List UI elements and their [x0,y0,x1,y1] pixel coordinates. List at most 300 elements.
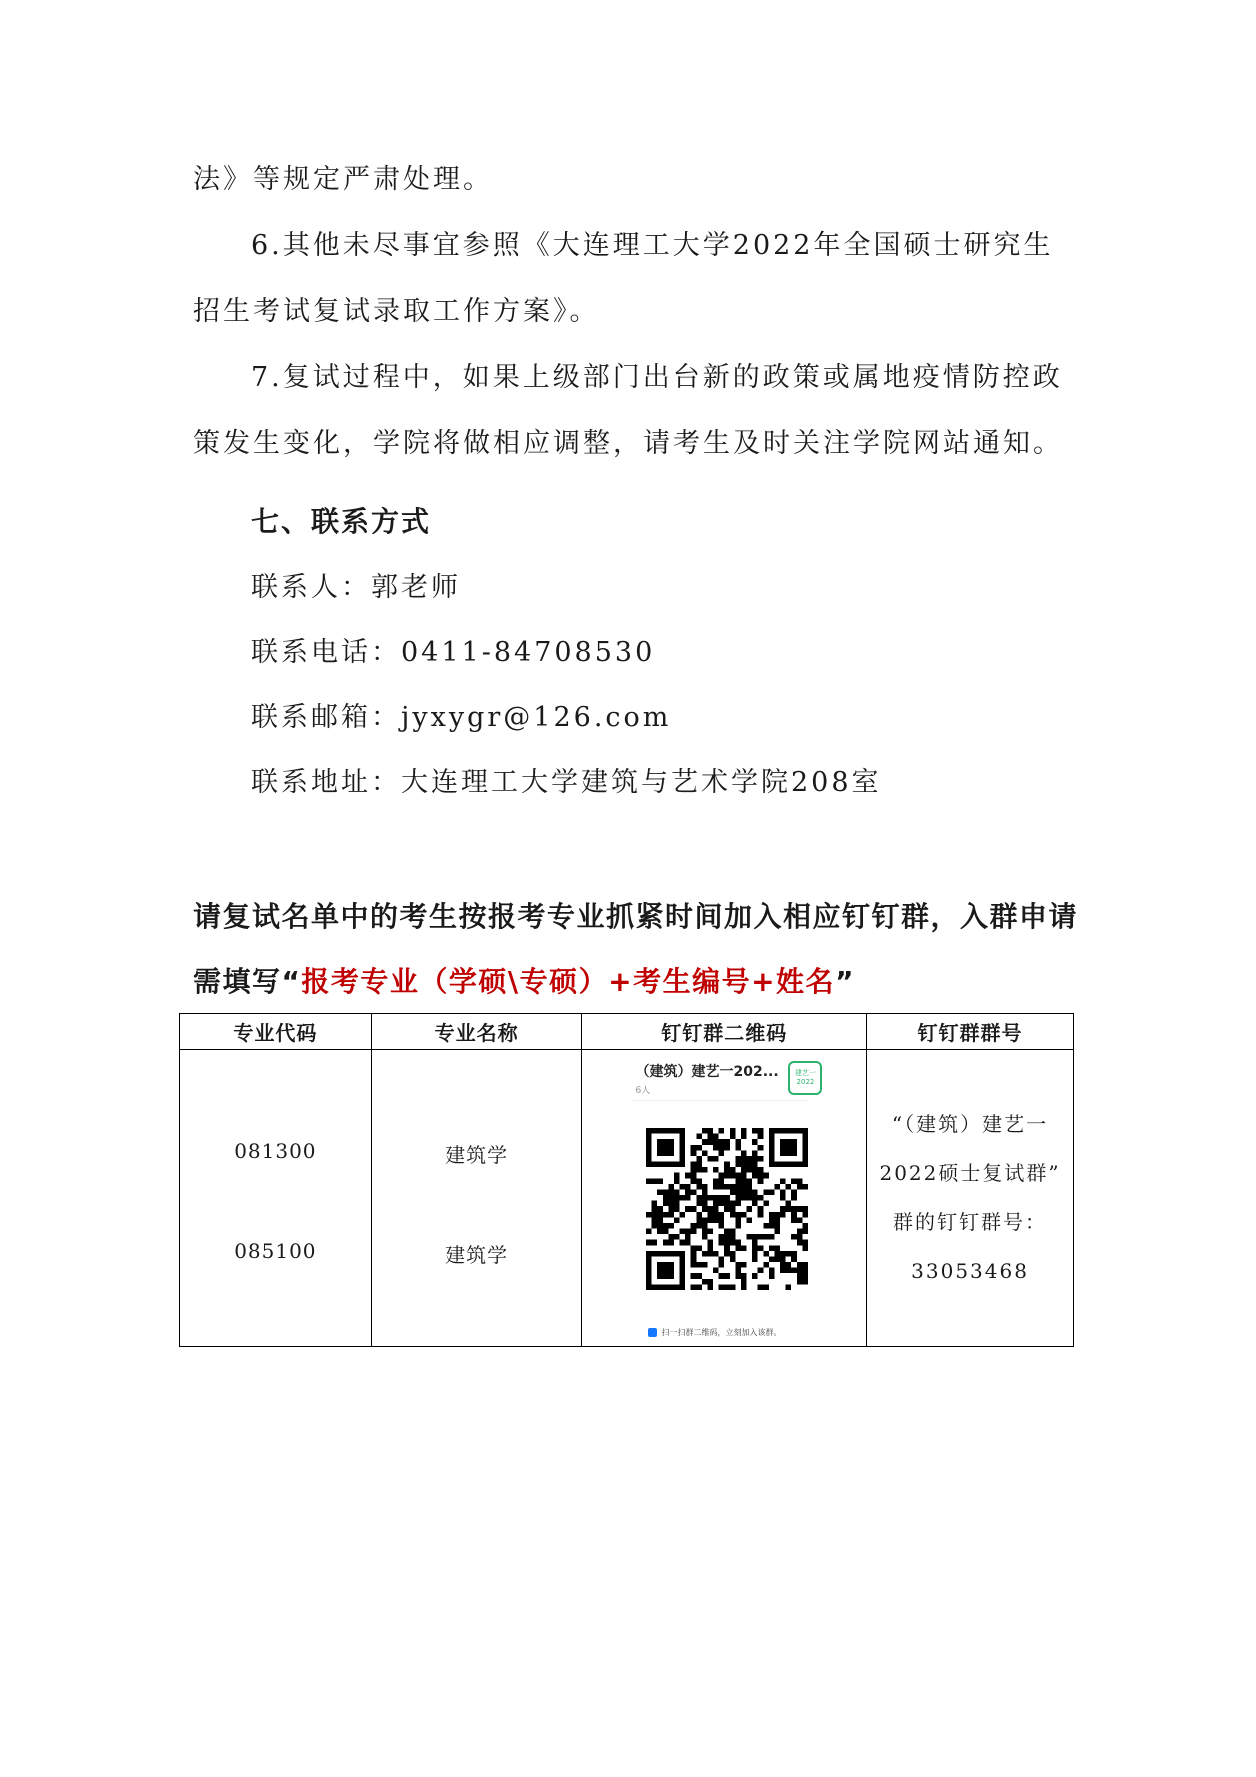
qr-module [736,1240,742,1246]
qr-module [669,1150,675,1156]
qr-module [702,1279,708,1285]
qr-module [803,1229,809,1235]
qr-module [674,1195,680,1201]
notice-prefix: 需填写“ [193,965,302,998]
qr-module [803,1273,809,1279]
qr-module [725,1240,731,1246]
qr-module [674,1217,680,1223]
qr-module [680,1268,686,1274]
qr-module [725,1245,731,1251]
qr-module [646,1162,652,1168]
qr-module [646,1262,652,1268]
qr-module [803,1139,809,1145]
qr-module [714,1212,720,1218]
qr-module [758,1268,764,1274]
qr-module [769,1189,775,1195]
qr-module [736,1195,742,1201]
qr-module [691,1150,697,1156]
qr-module [758,1173,764,1179]
qr-module [741,1150,747,1156]
qr-module [686,1184,692,1190]
qr-module [663,1195,669,1201]
qr-module [646,1251,652,1257]
qr-module [702,1206,708,1212]
qr-module [781,1262,787,1268]
qr-module [792,1217,798,1223]
qr-module [730,1284,736,1290]
qr-module [803,1245,809,1251]
header-major-name: 专业名称 [371,1014,582,1050]
qr-module [663,1273,669,1279]
qr-module [786,1268,792,1274]
qr-module [669,1262,675,1268]
contact-email: 联系邮箱：jyxygr@126.com [251,702,672,733]
qr-module [669,1273,675,1279]
qr-module [753,1234,759,1240]
qr-module [786,1251,792,1257]
group-number-cell [867,1050,1074,1347]
qr-module [769,1156,775,1162]
qr-module [702,1128,708,1134]
table-row [180,1050,1074,1347]
qr-module [708,1206,714,1212]
qr-module [708,1139,714,1145]
qr-module [741,1245,747,1251]
qr-module [725,1251,731,1257]
qr-module [792,1234,798,1240]
qr-module [764,1284,770,1290]
header-major-code: 专业代码 [180,1014,372,1050]
qr-module [658,1268,664,1274]
qr-module [747,1162,753,1168]
qr-module [758,1195,764,1201]
qr-module [803,1212,809,1218]
qr-module [663,1139,669,1145]
qr-module [758,1245,764,1251]
qr-module [741,1279,747,1285]
qr-code-icon[interactable] [646,1128,808,1290]
qr-module [702,1229,708,1235]
qr-module [769,1162,775,1168]
qr-module [646,1150,652,1156]
qr-module [663,1128,669,1134]
qr-module [741,1167,747,1173]
qr-module [741,1178,747,1184]
paragraph-7: 7.复试过程中，如果上级部门出台新的政策或属地疫情防控政策发生变化，学院将做相应调整，请考生及时关注学院网站通知。 [193,362,1063,459]
qr-module [652,1178,658,1184]
qr-module [792,1150,798,1156]
qr-module [680,1139,686,1145]
qr-module [719,1139,725,1145]
qr-module [697,1223,703,1229]
qr-module [686,1195,692,1201]
qr-module [708,1229,714,1235]
qr-module [697,1201,703,1207]
qr-module [663,1145,669,1151]
qr-module [803,1262,809,1268]
qr-module [652,1217,658,1223]
qr-module [725,1229,731,1235]
qr-module [730,1212,736,1218]
qr-module [702,1201,708,1207]
qr-module [663,1201,669,1207]
qr-module [669,1223,675,1229]
qr-module [736,1223,742,1229]
qr-module [658,1128,664,1134]
qr-module [719,1212,725,1218]
qr-module [691,1206,697,1212]
qr-module [725,1195,731,1201]
qr-module [786,1145,792,1151]
qr-module [646,1268,652,1274]
qr-module [747,1178,753,1184]
major-code-1: 081300 [234,1139,317,1163]
qr-module [741,1134,747,1140]
qr-module [719,1145,725,1151]
qr-module [736,1162,742,1168]
qr-module [680,1240,686,1246]
qr-module [658,1150,664,1156]
qr-module [658,1229,664,1235]
qr-module [708,1284,714,1290]
qr-module [758,1212,764,1218]
qr-module [691,1284,697,1290]
qr-module [736,1184,742,1190]
contact-person: 联系人：郭老师 [251,572,461,603]
qr-module [652,1240,658,1246]
qr-module [646,1229,652,1235]
qr-module [797,1184,803,1190]
qr-module [753,1256,759,1262]
qr-module [769,1134,775,1140]
qr-module [781,1128,787,1134]
qr-module [719,1195,725,1201]
qr-module [719,1284,725,1290]
qr-module [658,1262,664,1268]
qr-module [714,1184,720,1190]
qr-module [686,1206,692,1212]
qr-module [674,1162,680,1168]
qr-module [663,1284,669,1290]
notice-required-format: 报考专业（学硕\专硕）+考生编号+姓名 [301,965,836,998]
notice-suffix: ” [835,965,855,998]
qr-module [669,1189,675,1195]
qr-module [697,1184,703,1190]
qr-module [736,1212,742,1218]
qr-module [730,1184,736,1190]
qr-module [646,1240,652,1246]
qr-module [658,1223,664,1229]
qr-module [736,1268,742,1274]
qr-module [781,1195,787,1201]
qr-module [803,1145,809,1151]
qr-module [736,1145,742,1151]
qr-module [708,1217,714,1223]
qr-module [697,1212,703,1218]
qr-module [786,1262,792,1268]
qr-module [730,1167,736,1173]
qr-module [719,1178,725,1184]
qr-module [691,1145,697,1151]
header-qr-code: 钉钉群二维码 [582,1014,867,1050]
qr-module [680,1184,686,1190]
group-avatar-text-2: 2022 [796,1078,815,1086]
qr-module [797,1217,803,1223]
qr-module [764,1223,770,1229]
qr-module [797,1240,803,1246]
qr-module [792,1251,798,1257]
qr-module [691,1251,697,1257]
qr-module [764,1201,770,1207]
qr-module [753,1139,759,1145]
qr-module [686,1240,692,1246]
table-header-row [180,1014,1074,1050]
qr-module [797,1128,803,1134]
qr-module [669,1240,675,1246]
qr-module [691,1245,697,1251]
qr-module [658,1178,664,1184]
qr-module [792,1178,798,1184]
qr-module [736,1262,742,1268]
major-code-cell [180,1050,372,1347]
qr-module [658,1273,664,1279]
qr-footer [648,1327,781,1338]
qr-module [691,1273,697,1279]
qr-module [725,1284,731,1290]
qr-module [792,1206,798,1212]
qr-module [786,1284,792,1290]
qr-module [803,1128,809,1134]
qr-module [680,1134,686,1140]
qr-module [669,1128,675,1134]
qr-member-count: 6人 [635,1086,651,1096]
qr-module [769,1256,775,1262]
qr-module [764,1173,770,1179]
qr-module [646,1139,652,1145]
qr-module [758,1178,764,1184]
qr-module [803,1240,809,1246]
qr-module [764,1234,770,1240]
qr-module [663,1229,669,1235]
qr-module [781,1162,787,1168]
qr-module [646,1128,652,1134]
qr-module [658,1217,664,1223]
qr-module [646,1273,652,1279]
qr-module [663,1223,669,1229]
qr-module [747,1156,753,1162]
qr-module [658,1139,664,1145]
qr-module [708,1134,714,1140]
qr-module [775,1229,781,1235]
qr-module [730,1206,736,1212]
qr-module [719,1234,725,1240]
qr-module [686,1173,692,1179]
qr-module [708,1128,714,1134]
qr-module [702,1234,708,1240]
qr-module [797,1178,803,1184]
contact-phone: 联系电话：0411-84708530 [251,637,656,668]
qr-module [702,1184,708,1190]
qr-module [719,1262,725,1268]
qr-module [803,1279,809,1285]
qr-module [702,1223,708,1229]
qr-module [669,1201,675,1207]
qr-module [797,1229,803,1235]
qr-module [719,1256,725,1262]
qr-module [669,1284,675,1290]
qr-module [797,1234,803,1240]
qr-module [669,1206,675,1212]
qr-module [697,1145,703,1151]
qr-module [753,1173,759,1179]
qr-module [741,1162,747,1168]
qr-module [781,1139,787,1145]
qr-module [769,1128,775,1134]
qr-module [669,1234,675,1240]
qr-module [686,1234,692,1240]
qr-module [691,1223,697,1229]
qr-module [775,1184,781,1190]
qr-module [781,1251,787,1257]
qr-module [708,1240,714,1246]
qr-module [741,1173,747,1179]
contact-address: 联系地址：大连理工大学建筑与艺术学院208室 [251,767,882,798]
qr-module [758,1284,764,1290]
qr-module [792,1268,798,1274]
qr-module [702,1189,708,1195]
qr-module [697,1156,703,1162]
qr-module [769,1139,775,1145]
qr-module [708,1212,714,1218]
qr-module [652,1212,658,1218]
qr-module [697,1195,703,1201]
qr-module [747,1234,753,1240]
qr-module [663,1162,669,1168]
qr-module [786,1201,792,1207]
qr-group-title: （建筑）建艺一202... [635,1064,779,1080]
qr-module [792,1195,798,1201]
qr-module [646,1178,652,1184]
qr-module [753,1156,759,1162]
qr-module [669,1268,675,1274]
qr-module [753,1128,759,1134]
qr-module [646,1145,652,1151]
qr-module [719,1223,725,1229]
qr-module [646,1134,652,1140]
qr-module [792,1189,798,1195]
dingtalk-qr-card [583,1051,865,1345]
qr-module [741,1189,747,1195]
qr-module [663,1212,669,1218]
qr-module [674,1128,680,1134]
qr-module [663,1251,669,1257]
scan-icon [648,1328,657,1337]
qr-module [786,1184,792,1190]
qr-module [702,1139,708,1145]
qr-module [792,1139,798,1145]
qr-module [725,1234,731,1240]
qr-module [803,1268,809,1274]
qr-module [680,1284,686,1290]
qr-module [775,1256,781,1262]
qr-module [691,1173,697,1179]
qr-module [680,1262,686,1268]
qr-module [781,1189,787,1195]
notice-line-1: 请复试名单中的考生按报考专业抓紧时间加入相应钉钉群，入群申请 [193,900,1079,933]
qr-module [697,1217,703,1223]
qr-module [702,1262,708,1268]
qr-module [652,1251,658,1257]
qr-module [758,1128,764,1134]
qr-module [758,1167,764,1173]
qr-module [714,1167,720,1173]
qr-module [753,1162,759,1168]
qr-module [803,1150,809,1156]
qr-module [669,1184,675,1190]
qr-module [708,1251,714,1257]
qr-module [669,1162,675,1168]
qr-module [658,1251,664,1257]
qr-module [786,1139,792,1145]
paragraph-6: 6.其他未尽事宜参照《大连理工大学2022年全国硕士研究生招生考试复试录取工作方案》。 [193,230,1054,327]
qr-module [697,1284,703,1290]
qr-module [691,1178,697,1184]
qr-module [792,1145,798,1151]
qr-module [702,1167,708,1173]
major-name-2: 建筑学 [445,1243,509,1267]
qr-module [730,1201,736,1207]
qr-module [658,1162,664,1168]
qr-module [730,1189,736,1195]
qr-module [730,1240,736,1246]
qr-module [747,1189,753,1195]
qr-module [658,1212,664,1218]
qr-module [719,1128,725,1134]
qr-module [747,1184,753,1190]
group-info-line-2: 2022硕士复试群” [879,1161,1061,1185]
qr-module [708,1279,714,1285]
qr-module [725,1206,731,1212]
qr-module [775,1128,781,1134]
qr-module [786,1162,792,1168]
qr-module [697,1167,703,1173]
qr-module [669,1139,675,1145]
qr-module [674,1206,680,1212]
qr-module [758,1145,764,1151]
qr-module [753,1201,759,1207]
qr-module [775,1251,781,1257]
qr-module [663,1240,669,1246]
qr-module [725,1184,731,1190]
qr-module [764,1251,770,1257]
qr-module [669,1145,675,1151]
qr-module [741,1212,747,1218]
qr-module [781,1206,787,1212]
qr-module [702,1150,708,1156]
qr-module [714,1251,720,1257]
qr-module [725,1145,731,1151]
qr-module [725,1139,731,1145]
qr-module [769,1212,775,1218]
qr-module [714,1201,720,1207]
qr-module [658,1206,664,1212]
qr-module [725,1273,731,1279]
qr-module [775,1223,781,1229]
qr-module [803,1156,809,1162]
qr-module [697,1134,703,1140]
major-code-2: 085100 [234,1239,317,1263]
qr-module [741,1128,747,1134]
